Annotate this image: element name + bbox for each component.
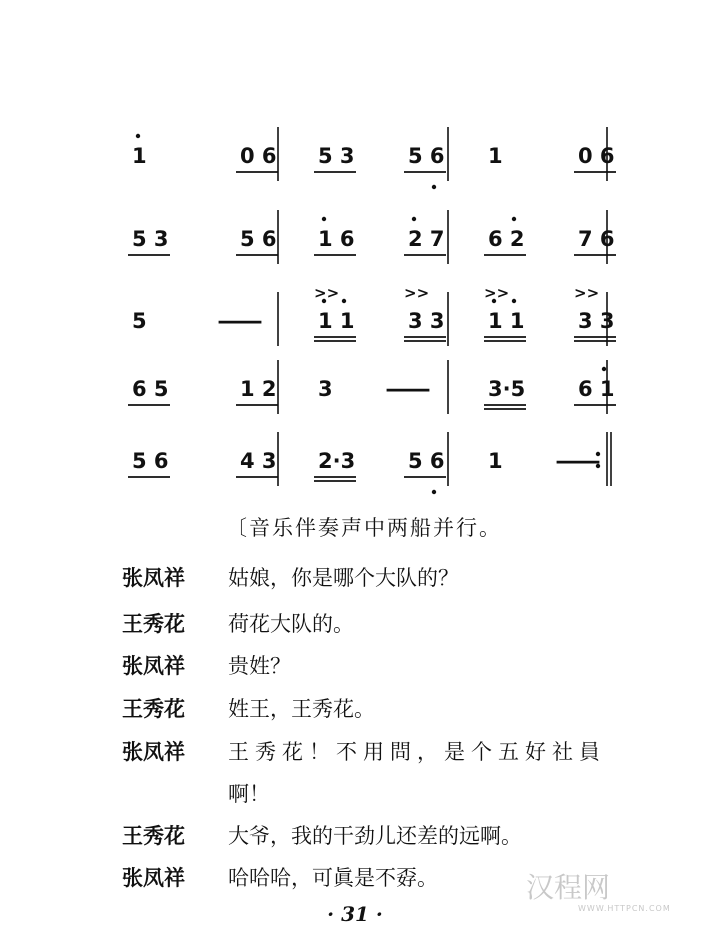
speech-text: 姑娘，你是哪个大队的？	[228, 566, 459, 590]
speaker-name: 张凤祥	[122, 654, 185, 678]
speaker-name: 王秀花	[122, 697, 185, 721]
octave-dot-high	[602, 367, 606, 371]
note-group: 0 6	[240, 144, 277, 168]
speech-text: 哈哈哈，可眞是不孬。	[228, 866, 438, 890]
note-group: 5 6	[240, 227, 277, 251]
stage-direction: 〔音乐伴奏声中两船并行。	[226, 516, 502, 540]
sustain-dash: —	[216, 309, 264, 333]
page-number: · 31 ·	[327, 902, 383, 926]
note-group: 1 1	[488, 309, 525, 333]
sustain-dash: —	[554, 449, 602, 473]
note-group: 1 1	[318, 309, 355, 333]
note-group: 1 2	[240, 377, 277, 401]
speech-text-continued: 啊！	[228, 782, 270, 806]
octave-dot-high	[512, 299, 516, 303]
note-group: 1 6	[318, 227, 355, 251]
note-group: 6 1	[578, 377, 615, 401]
octave-dot-low	[432, 185, 436, 189]
speech-text: 荷花大队的。	[228, 612, 354, 636]
octave-dot-high	[322, 217, 326, 221]
speaker-name: 张凤祥	[122, 740, 185, 764]
note-group: 3·5	[488, 377, 526, 401]
note-group: 5 6	[408, 144, 445, 168]
note-group: 3	[318, 377, 333, 401]
octave-dot-high	[412, 217, 416, 221]
octave-dot-high	[342, 299, 346, 303]
speech-text: 贵姓？	[228, 654, 291, 678]
octave-dot-high	[512, 217, 516, 221]
accent-marks: >>	[404, 284, 430, 302]
accent-marks: >>	[574, 284, 600, 302]
speaker-name: 王秀花	[122, 824, 185, 848]
note-group: 6 5	[132, 377, 169, 401]
note-group: 2 7	[408, 227, 445, 251]
watermark-url: WWW.HTTPCN.COM	[578, 904, 671, 913]
note-group: 1	[488, 144, 503, 168]
accent-marks: >>	[314, 284, 340, 302]
watermark	[526, 866, 671, 913]
note-group: 5 6	[132, 449, 169, 473]
speech-text: 姓王，王秀花。	[228, 697, 375, 721]
speaker-name: 王秀花	[122, 612, 185, 636]
speech-text: 王秀花！不用問，是个五好社員	[228, 740, 606, 764]
note-group: 5 3	[318, 144, 355, 168]
sustain-dash: —	[384, 377, 432, 401]
watermark-logo: 汉程网	[526, 871, 611, 904]
note-group: 3 3	[578, 309, 615, 333]
note-group: 1	[488, 449, 503, 473]
speaker-name: 张凤祥	[122, 566, 185, 590]
note-group: 4 3	[240, 449, 277, 473]
note-group: 2·3	[318, 449, 356, 473]
note-group: 3 3	[408, 309, 445, 333]
note-group: 1	[132, 144, 147, 168]
note-group: 5	[132, 309, 147, 333]
octave-dot-low	[432, 490, 436, 494]
speech-text: 大爷，我的干劲儿还差的远啊。	[228, 824, 522, 848]
note-group: 6 2	[488, 227, 525, 251]
note-group: 0 6	[578, 144, 615, 168]
speaker-name: 张凤祥	[122, 866, 185, 890]
octave-dot-high	[136, 134, 140, 138]
accent-marks: >>	[484, 284, 510, 302]
note-group: 5 3	[132, 227, 169, 251]
note-group: 5 6	[408, 449, 445, 473]
note-group: 7 6	[578, 227, 615, 251]
